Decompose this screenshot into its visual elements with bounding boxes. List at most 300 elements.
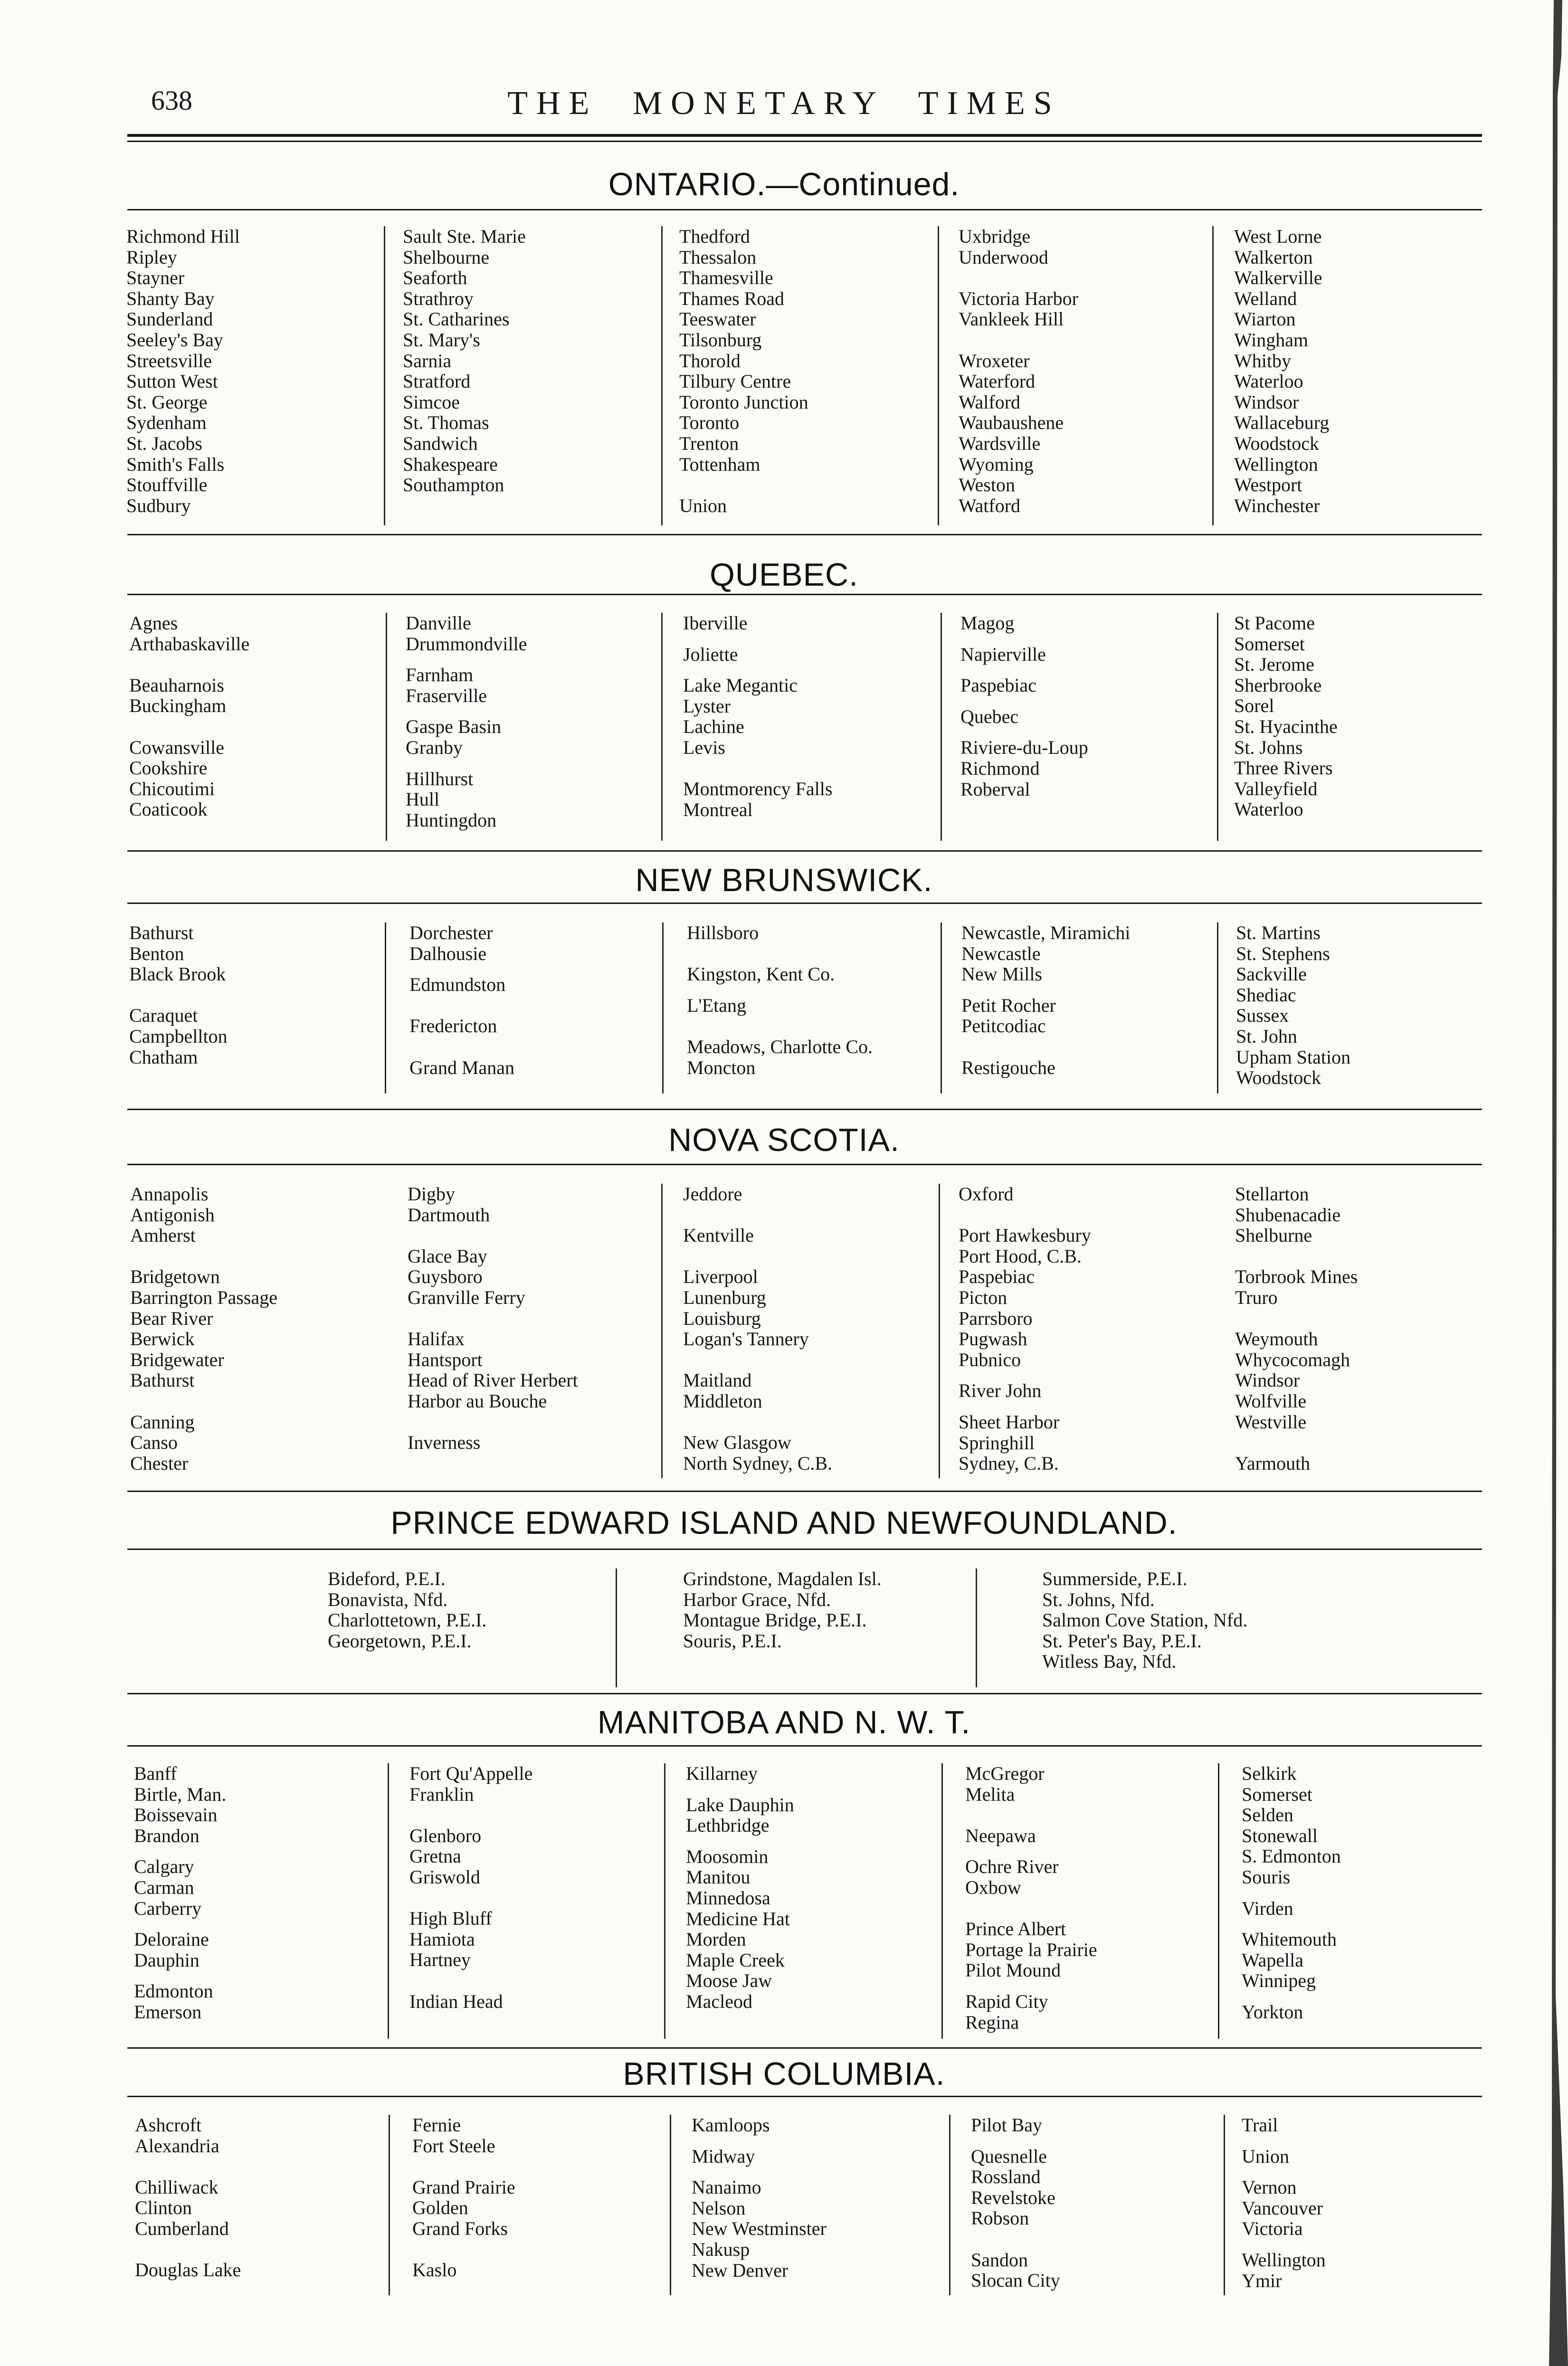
list-item: Vancouver <box>1242 2197 1323 2219</box>
section-nova-scotia <box>124 1184 1482 1478</box>
column-divider <box>386 613 387 841</box>
list-item: Sarnia <box>403 350 452 371</box>
list-item: Quesnelle <box>971 2145 1047 2167</box>
list-item: Magog <box>960 612 1015 634</box>
page-edge-shadow <box>1535 0 1568 2366</box>
column <box>687 922 953 1093</box>
section-title-british-columbia: BRITISH COLUMBIA. <box>623 2056 945 2092</box>
page-number: 638 <box>151 85 192 116</box>
column-divider <box>941 922 942 1093</box>
list-item: Douglas Lake <box>135 2259 241 2281</box>
section-rule <box>127 1549 1482 1550</box>
list-item: Berwick <box>130 1328 195 1350</box>
list-item: Walkerton <box>1234 246 1313 268</box>
list-item: Black Brook <box>129 963 226 985</box>
list-item: Drummondville <box>406 633 527 655</box>
list-item: Killarney <box>686 1763 758 1784</box>
section-title-nova-scotia: NOVA SCOTIA. <box>668 1122 900 1158</box>
list-item: Valleyfield <box>1234 778 1318 799</box>
list-item: Thedford <box>679 226 750 247</box>
list-item: Calgary <box>134 1856 194 1878</box>
column-divider <box>388 1763 389 2039</box>
list-item: Sandwich <box>403 432 478 454</box>
masthead-rule-secondary <box>127 141 1482 142</box>
list-item: Emerson <box>134 2001 202 2023</box>
list-item: Tilbury Centre <box>679 371 791 392</box>
list-item: Waterloo <box>1234 798 1303 820</box>
list-item: Cumberland <box>135 2217 229 2239</box>
list-item: Sussex <box>1236 1005 1289 1026</box>
publication-masthead: THE MONETARY TIMES <box>507 85 1061 122</box>
list-item: Coaticook <box>129 798 208 820</box>
list-item: Buckingham <box>129 695 227 717</box>
list-item: Harbor au Bouche <box>408 1390 547 1412</box>
column-divider <box>941 613 942 841</box>
list-item: Thorold <box>679 350 741 371</box>
list-item: St. George <box>126 391 208 413</box>
column-divider <box>662 922 664 1093</box>
column <box>135 2115 401 2295</box>
list-item: Weston <box>959 474 1015 496</box>
list-item: Toronto <box>679 412 740 434</box>
list-item: Logan's Tannery <box>683 1328 809 1350</box>
list-item: Sackville <box>1236 963 1307 985</box>
column-divider <box>616 1568 617 1687</box>
list-item: Streetsville <box>126 350 212 371</box>
section-title-quebec: QUEBEC. <box>709 557 859 593</box>
list-item: Yarmouth <box>1235 1452 1311 1474</box>
column-divider <box>385 922 386 1093</box>
list-item: Salmon Cove Station, Nfd. <box>1042 1609 1248 1631</box>
list-item: Shelburne <box>1235 1225 1312 1246</box>
list-item: New Westminster <box>692 2218 827 2240</box>
column <box>130 1184 396 1478</box>
list-item: Harbor Grace, Nfd. <box>683 1588 831 1610</box>
list-item: Port Hawkesbury <box>959 1225 1091 1246</box>
list-item: Wellington <box>1234 453 1318 475</box>
list-item: Grand Forks <box>412 2217 508 2239</box>
column <box>126 226 392 525</box>
list-item: Pilot Mound <box>965 1959 1061 1981</box>
list-item: Iberville <box>683 612 748 634</box>
list-item: Whycocomagh <box>1235 1349 1350 1370</box>
list-item: Revelstoke <box>971 2186 1055 2208</box>
list-item: Bridgewater <box>130 1349 224 1370</box>
list-item: Antigonish <box>130 1204 215 1226</box>
list-item: Woodstock <box>1236 1067 1321 1089</box>
section-manitoba-nwt <box>124 1763 1482 2039</box>
list-item: Lunenburg <box>683 1286 766 1308</box>
list-item: Medicine Hat <box>686 1908 790 1929</box>
section-rule <box>127 1693 1482 1694</box>
list-item: Sutton West <box>126 371 218 392</box>
column <box>406 613 672 841</box>
list-item: Souris <box>1242 1866 1291 1888</box>
list-item: Dartmouth <box>408 1204 490 1226</box>
list-item: Cowansville <box>129 736 224 758</box>
list-item: Birtle, Man. <box>134 1783 227 1805</box>
list-item: Morden <box>686 1929 746 1950</box>
list-item: North Sydney, C.B. <box>683 1452 833 1474</box>
list-item: Arthabaskaville <box>129 633 250 655</box>
list-item: Minnedosa <box>686 1887 770 1909</box>
list-item: Kaslo <box>412 2259 457 2281</box>
list-item: Head of River Herbert <box>408 1369 578 1391</box>
masthead-rule <box>127 134 1482 137</box>
list-item: Chester <box>130 1452 189 1474</box>
list-item: Glenboro <box>409 1824 482 1846</box>
list-item: Newcastle, Miramichi <box>961 922 1131 943</box>
list-item: Bridgetown <box>130 1266 220 1288</box>
list-item: Vankleek Hill <box>959 308 1064 330</box>
column <box>683 1568 978 1687</box>
list-item: Waterloo <box>1234 371 1303 392</box>
list-item: Sunderland <box>126 308 213 330</box>
list-item: Amherst <box>130 1225 196 1246</box>
section-rule <box>127 2096 1482 2097</box>
list-item: Wardsville <box>959 432 1041 454</box>
list-item: Victoria <box>1242 2218 1303 2240</box>
list-item: Caraquet <box>129 1005 198 1026</box>
list-item: Dalhousie <box>409 942 487 964</box>
list-item: St. Catharines <box>403 308 510 330</box>
list-item: Benton <box>129 942 184 964</box>
list-item: Beauharnois <box>129 674 224 696</box>
list-item: Waubaushene <box>959 412 1064 434</box>
list-item: Inverness <box>408 1432 481 1454</box>
list-item: Somerset <box>1234 633 1305 655</box>
list-item: Dauphin <box>134 1949 200 1971</box>
column-divider <box>661 1184 663 1478</box>
list-item: St. Peter's Bay, P.E.I. <box>1042 1630 1202 1652</box>
section-rule <box>127 1164 1482 1165</box>
section-new-brunswick <box>124 922 1482 1093</box>
list-item: Strathroy <box>403 287 474 309</box>
list-item: Westport <box>1234 474 1302 496</box>
column-divider <box>949 2115 950 2295</box>
list-item: Montreal <box>683 798 753 820</box>
list-item: Seeley's Bay <box>126 329 223 351</box>
column <box>1235 1184 1482 1478</box>
list-item: Toronto Junction <box>679 391 808 413</box>
list-item: Shelbourne <box>403 246 490 268</box>
list-item: Lake Megantic <box>683 675 798 696</box>
list-item: Thamesville <box>679 267 773 289</box>
list-item: Southampton <box>403 474 504 496</box>
list-item: St. Jerome <box>1234 654 1314 675</box>
list-item: High Bluff <box>409 1908 492 1929</box>
list-item: Union <box>1242 2145 1289 2167</box>
list-item: Springhill <box>959 1432 1035 1454</box>
list-item: L'Etang <box>687 994 746 1016</box>
column <box>686 1763 952 2039</box>
list-item: Hull <box>406 789 440 810</box>
list-item: Stellarton <box>1235 1183 1309 1205</box>
column <box>1242 2115 1479 2295</box>
list-item: Granville Ferry <box>408 1286 525 1308</box>
list-item: Wingham <box>1234 329 1309 351</box>
section-title-new-brunswick: NEW BRUNSWICK. <box>635 862 933 898</box>
list-item: Gaspe Basin <box>406 716 502 738</box>
list-item: Robson <box>971 2207 1029 2229</box>
section-title-pei-newfoundland: PRINCE EDWARD ISLAND AND NEWFOUNDLAND. <box>390 1505 1178 1541</box>
list-item: Midway <box>692 2145 755 2167</box>
list-item: Jeddore <box>683 1183 742 1205</box>
list-item: Kamloops <box>692 2114 770 2136</box>
list-item: Chicoutimi <box>129 778 215 799</box>
list-item: Glace Bay <box>408 1245 487 1267</box>
list-item: Newcastle <box>961 942 1041 964</box>
list-item: Kingston, Kent Co. <box>687 963 835 985</box>
list-item: Alexandria <box>135 2135 219 2157</box>
list-item: Simcoe <box>403 391 460 413</box>
column <box>403 226 669 525</box>
list-item: Boissevain <box>134 1804 218 1826</box>
list-item: Ymir <box>1242 2270 1282 2291</box>
list-item: Hartney <box>409 1949 471 1971</box>
column <box>965 1763 1231 2039</box>
list-item: Walford <box>959 391 1021 413</box>
list-item: St. Mary's <box>403 329 480 351</box>
list-item: Guysboro <box>408 1266 483 1288</box>
section-rule <box>127 1745 1482 1747</box>
list-item: Sheet Harbor <box>959 1411 1060 1433</box>
list-item: Meadows, Charlotte Co. <box>687 1036 873 1057</box>
list-item: Summerside, P.E.I. <box>1042 1568 1188 1589</box>
list-item: Bonavista, Nfd. <box>328 1588 448 1610</box>
list-item: Annapolis <box>130 1183 209 1205</box>
list-item: Stayner <box>126 267 185 289</box>
column <box>960 613 1226 841</box>
list-item: Stonewall <box>1242 1824 1318 1846</box>
column <box>961 922 1227 1093</box>
list-item: Agnes <box>129 612 178 634</box>
section-pei-newfoundland <box>124 1568 1482 1687</box>
list-item: Banff <box>134 1763 177 1784</box>
list-item: Liverpool <box>683 1266 758 1288</box>
list-item: Richmond <box>960 757 1040 779</box>
list-item: Portage la Prairie <box>965 1938 1097 1960</box>
list-item: West Lorne <box>1234 226 1322 247</box>
list-item: Hamiota <box>409 1928 475 1950</box>
column <box>1234 226 1481 525</box>
column <box>412 2115 678 2295</box>
list-item: Westville <box>1235 1411 1307 1433</box>
column-divider <box>976 1568 977 1687</box>
list-item: St. Thomas <box>403 412 489 434</box>
list-item: Wolfville <box>1235 1390 1307 1412</box>
list-item: Canso <box>130 1432 178 1454</box>
list-item: Halifax <box>408 1328 465 1350</box>
column <box>683 613 949 841</box>
list-item: Dorchester <box>409 922 493 943</box>
list-item: Chilliwack <box>135 2176 219 2198</box>
section-rule <box>127 850 1482 852</box>
column <box>959 1184 1225 1478</box>
list-item: Fort Qu'Appelle <box>409 1763 533 1784</box>
list-item: Nelson <box>692 2197 746 2219</box>
list-item: Yorkton <box>1242 2001 1303 2023</box>
section-rule <box>127 209 1482 210</box>
column <box>683 1184 949 1478</box>
column <box>1042 1568 1375 1687</box>
list-item: Lethbridge <box>686 1815 770 1836</box>
column-divider <box>938 226 939 525</box>
section-rule <box>127 534 1482 535</box>
list-item: Levis <box>683 736 725 758</box>
column <box>409 1763 675 2039</box>
list-item: Lachine <box>683 716 744 738</box>
list-item: Wiarton <box>1234 308 1296 330</box>
column <box>679 226 945 525</box>
list-item: Quebec <box>960 705 1019 727</box>
list-item: Oxbow <box>965 1876 1021 1898</box>
list-item: Pugwash <box>959 1328 1027 1350</box>
list-item: Winnipeg <box>1242 1970 1316 1992</box>
list-item: Winchester <box>1234 494 1320 516</box>
list-item: New Glasgow <box>683 1432 791 1454</box>
list-item: S. Edmonton <box>1242 1845 1341 1867</box>
list-item: Shubenacadie <box>1235 1204 1341 1226</box>
list-item: Deloraine <box>134 1929 209 1950</box>
section-rule <box>127 903 1482 904</box>
list-item: Parrsboro <box>959 1307 1033 1329</box>
column-divider <box>1212 226 1214 525</box>
list-item: Victoria Harbor <box>959 287 1078 309</box>
list-item: Slocan City <box>971 2270 1060 2291</box>
list-item: Golden <box>412 2197 468 2219</box>
list-item: Whitby <box>1234 350 1291 371</box>
list-item: Canning <box>130 1411 195 1433</box>
list-item: Neepawa <box>965 1824 1036 1846</box>
list-item: St. Hyacinthe <box>1234 715 1338 737</box>
column <box>129 922 395 1093</box>
list-item: Campbellton <box>129 1025 228 1047</box>
list-item: Bear River <box>130 1307 213 1329</box>
list-item: Georgetown, P.E.I. <box>328 1630 472 1652</box>
list-item: Joliette <box>683 643 738 665</box>
column-divider <box>1218 1763 1219 2039</box>
column <box>129 613 395 841</box>
list-item: Three Rivers <box>1234 757 1333 779</box>
list-item: Carman <box>134 1876 194 1898</box>
list-item: Fort Steele <box>412 2135 495 2157</box>
list-item: Sherbrooke <box>1234 674 1322 696</box>
column <box>692 2115 958 2295</box>
list-item: Napierville <box>960 643 1046 665</box>
column <box>1236 922 1483 1093</box>
list-item: Upham Station <box>1236 1046 1351 1068</box>
column-divider <box>1217 922 1218 1093</box>
list-item: St Pacome <box>1234 612 1315 634</box>
list-item: Fredericton <box>409 1015 497 1037</box>
list-item: Ripley <box>126 246 177 268</box>
list-item: Edmundston <box>409 974 506 996</box>
list-item: Ochre River <box>965 1856 1059 1878</box>
list-item: Hantsport <box>408 1349 483 1370</box>
section-british-columbia <box>124 2115 1482 2295</box>
column <box>1234 613 1481 841</box>
list-item: Bathurst <box>129 922 194 943</box>
list-item: St. Johns <box>1234 736 1303 758</box>
list-item: Pubnico <box>959 1349 1021 1370</box>
list-item: Wapella <box>1242 1949 1304 1971</box>
list-item: Hillsboro <box>687 922 759 943</box>
list-item: New Mills <box>961 963 1042 985</box>
list-item: Vernon <box>1242 2176 1297 2198</box>
column <box>408 1184 674 1478</box>
column-divider <box>1224 2115 1225 2295</box>
list-item: Rapid City <box>965 1990 1048 2012</box>
list-item: Picton <box>959 1286 1007 1308</box>
list-item: Griswold <box>409 1866 480 1888</box>
list-item: Sorel <box>1234 695 1274 717</box>
list-item: Nakusp <box>692 2238 750 2260</box>
list-item: Trenton <box>679 432 739 454</box>
list-item: Thessalon <box>679 246 757 268</box>
list-item: Granby <box>406 736 463 758</box>
list-item: Hillhurst <box>406 768 474 789</box>
column <box>134 1763 400 2039</box>
list-item: Uxbridge <box>959 226 1031 247</box>
list-item: Wellington <box>1242 2249 1326 2271</box>
list-item: Shakespeare <box>403 453 498 475</box>
list-item: Watford <box>959 494 1021 516</box>
list-item: Selden <box>1242 1804 1293 1826</box>
list-item: Truro <box>1235 1286 1278 1308</box>
list-item: Bideford, P.E.I. <box>328 1568 446 1589</box>
list-item: Middleton <box>683 1390 762 1412</box>
column-divider <box>670 2115 671 2295</box>
column <box>971 2115 1237 2295</box>
list-item: Port Hood, C.B. <box>959 1245 1082 1267</box>
list-item: Kentville <box>683 1225 754 1246</box>
list-item: Maple Creek <box>686 1949 785 1971</box>
list-item: Chatham <box>129 1046 198 1068</box>
section-rule <box>127 2047 1482 2049</box>
list-item: Farnham <box>406 664 474 686</box>
list-item: Richmond Hill <box>126 226 240 247</box>
list-item: Teeswater <box>679 308 756 330</box>
list-item: Seaforth <box>403 267 467 289</box>
list-item: Indian Head <box>409 1990 503 2012</box>
column-divider <box>941 1763 943 2039</box>
list-item: Danville <box>406 612 471 634</box>
list-item: Macleod <box>686 1990 752 2012</box>
list-item: Roberval <box>960 778 1030 800</box>
list-item: River John <box>959 1380 1042 1402</box>
list-item: St. Martins <box>1236 922 1321 943</box>
list-item: Clinton <box>135 2197 192 2219</box>
section-quebec <box>124 613 1482 841</box>
list-item: Moosomin <box>686 1845 769 1867</box>
list-item: Smith's Falls <box>126 453 225 475</box>
list-item: Louisburg <box>683 1307 761 1329</box>
section-rule <box>127 1491 1482 1492</box>
list-item: Weymouth <box>1235 1328 1318 1350</box>
list-item: St. Jacobs <box>126 432 202 454</box>
column <box>409 922 675 1093</box>
column-divider <box>664 1763 665 2039</box>
list-item: Carberry <box>134 1897 202 1919</box>
list-item: Oxford <box>959 1183 1014 1205</box>
list-item: Welland <box>1234 287 1297 309</box>
column <box>959 226 1225 525</box>
column-divider <box>1217 613 1218 841</box>
list-item: Gretna <box>409 1845 461 1867</box>
list-item: Fraserville <box>406 684 487 706</box>
section-ontario <box>124 226 1482 525</box>
